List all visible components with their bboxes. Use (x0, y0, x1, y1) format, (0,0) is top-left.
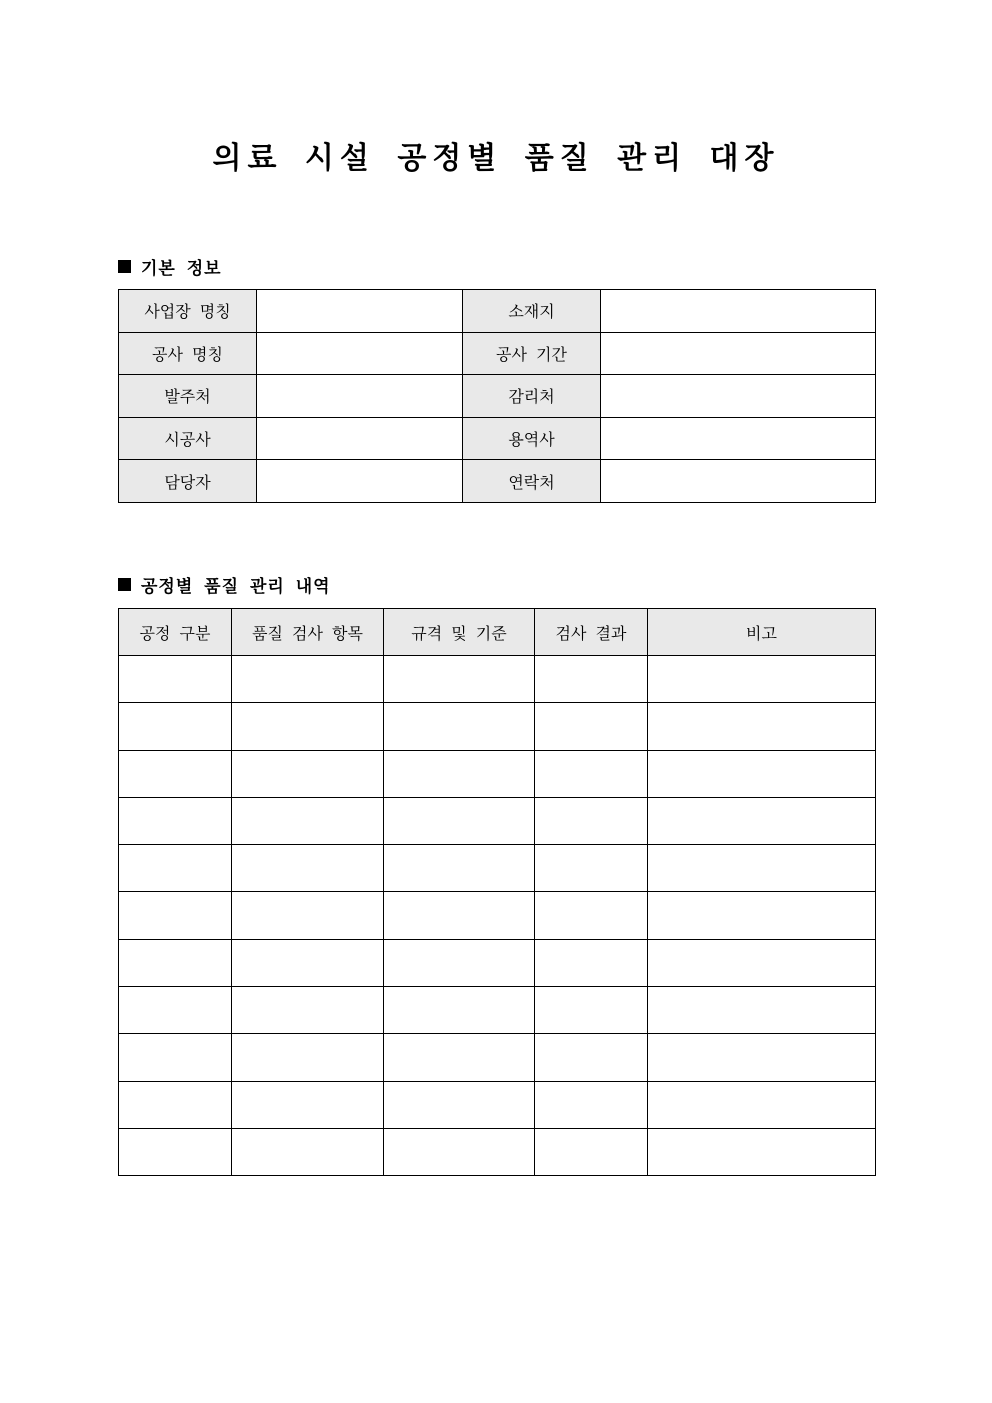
result-cell[interactable] (535, 845, 648, 892)
process-cell[interactable] (119, 1034, 232, 1081)
standard-cell[interactable] (384, 892, 535, 939)
result-cell[interactable] (535, 987, 648, 1034)
field-label: 공사 명칭 (119, 332, 257, 375)
field-label: 연락처 (463, 460, 601, 503)
field-value[interactable] (257, 290, 463, 333)
basic-info-table (118, 289, 876, 503)
column-header-inspection-item: 품질 검사 항목 (232, 609, 384, 656)
field-value[interactable] (257, 417, 463, 460)
process-cell[interactable] (119, 750, 232, 797)
result-cell[interactable] (535, 797, 648, 844)
inspection-item-cell[interactable] (232, 939, 384, 986)
remarks-cell[interactable] (648, 845, 876, 892)
remarks-cell[interactable] (648, 703, 876, 750)
field-value[interactable] (257, 375, 463, 418)
basic-info-row (119, 417, 876, 460)
column-header-remarks: 비고 (648, 609, 876, 656)
table-row (119, 656, 876, 703)
inspection-item-cell[interactable] (232, 1081, 384, 1128)
field-label: 사업장 명칭 (119, 290, 257, 333)
inspection-item-cell[interactable] (232, 987, 384, 1034)
field-value[interactable] (601, 460, 876, 503)
field-value[interactable] (257, 460, 463, 503)
result-cell[interactable] (535, 1081, 648, 1128)
standard-cell[interactable] (384, 1034, 535, 1081)
table-row (119, 892, 876, 939)
result-cell[interactable] (535, 656, 648, 703)
field-value[interactable] (601, 332, 876, 375)
process-cell[interactable] (119, 939, 232, 986)
inspection-item-cell[interactable] (232, 892, 384, 939)
standard-cell[interactable] (384, 1128, 535, 1175)
result-cell[interactable] (535, 892, 648, 939)
black-square-icon (118, 578, 131, 591)
remarks-cell[interactable] (648, 1034, 876, 1081)
basic-info-row (119, 460, 876, 503)
quality-log-table (118, 608, 876, 1176)
standard-cell[interactable] (384, 797, 535, 844)
field-label: 발주처 (119, 375, 257, 418)
field-label: 용역사 (463, 417, 601, 460)
inspection-item-cell[interactable] (232, 1034, 384, 1081)
table-row (119, 750, 876, 797)
field-value[interactable] (601, 375, 876, 418)
field-label: 소재지 (463, 290, 601, 333)
field-label: 공사 기간 (463, 332, 601, 375)
inspection-item-cell[interactable] (232, 656, 384, 703)
result-cell[interactable] (535, 1128, 648, 1175)
column-header-process: 공정 구분 (119, 609, 232, 656)
remarks-cell[interactable] (648, 656, 876, 703)
remarks-cell[interactable] (648, 797, 876, 844)
remarks-cell[interactable] (648, 892, 876, 939)
inspection-item-cell[interactable] (232, 1128, 384, 1175)
black-square-icon (118, 260, 131, 273)
table-row (119, 939, 876, 986)
table-row (119, 797, 876, 844)
basic-info-heading (118, 254, 222, 279)
table-row (119, 987, 876, 1034)
table-row (119, 1081, 876, 1128)
remarks-cell[interactable] (648, 939, 876, 986)
column-header-standard: 규격 및 기준 (384, 609, 535, 656)
table-row (119, 703, 876, 750)
quality-log-heading (118, 572, 331, 597)
basic-info-row (119, 290, 876, 333)
result-cell[interactable] (535, 703, 648, 750)
result-cell[interactable] (535, 1034, 648, 1081)
inspection-item-cell[interactable] (232, 845, 384, 892)
standard-cell[interactable] (384, 656, 535, 703)
field-value[interactable] (257, 332, 463, 375)
standard-cell[interactable] (384, 987, 535, 1034)
inspection-item-cell[interactable] (232, 797, 384, 844)
standard-cell[interactable] (384, 939, 535, 986)
document-title: 의료 시설 공정별 품질 관리 대장 (212, 141, 780, 176)
result-cell[interactable] (535, 750, 648, 797)
process-cell[interactable] (119, 703, 232, 750)
basic-info-heading-text: 기본 정보 (141, 259, 222, 279)
process-cell[interactable] (119, 1128, 232, 1175)
remarks-cell[interactable] (648, 750, 876, 797)
quality-log-heading-text: 공정별 품질 관리 내역 (141, 577, 331, 597)
standard-cell[interactable] (384, 750, 535, 797)
remarks-cell[interactable] (648, 1128, 876, 1175)
standard-cell[interactable] (384, 845, 535, 892)
inspection-item-cell[interactable] (232, 703, 384, 750)
basic-info-row (119, 375, 876, 418)
table-row (119, 1034, 876, 1081)
basic-info-row (119, 332, 876, 375)
process-cell[interactable] (119, 987, 232, 1034)
result-cell[interactable] (535, 939, 648, 986)
field-label: 담당자 (119, 460, 257, 503)
table-row (119, 845, 876, 892)
field-value[interactable] (601, 417, 876, 460)
field-value[interactable] (601, 290, 876, 333)
column-header-result: 검사 결과 (535, 609, 648, 656)
remarks-cell[interactable] (648, 987, 876, 1034)
process-cell[interactable] (119, 892, 232, 939)
field-label: 시공사 (119, 417, 257, 460)
quality-log-header-row (119, 609, 876, 656)
field-label: 감리처 (463, 375, 601, 418)
process-cell[interactable] (119, 797, 232, 844)
process-cell[interactable] (119, 1081, 232, 1128)
standard-cell[interactable] (384, 703, 535, 750)
remarks-cell[interactable] (648, 1081, 876, 1128)
inspection-item-cell[interactable] (232, 750, 384, 797)
standard-cell[interactable] (384, 1081, 535, 1128)
table-row (119, 1128, 876, 1175)
process-cell[interactable] (119, 845, 232, 892)
process-cell[interactable] (119, 656, 232, 703)
